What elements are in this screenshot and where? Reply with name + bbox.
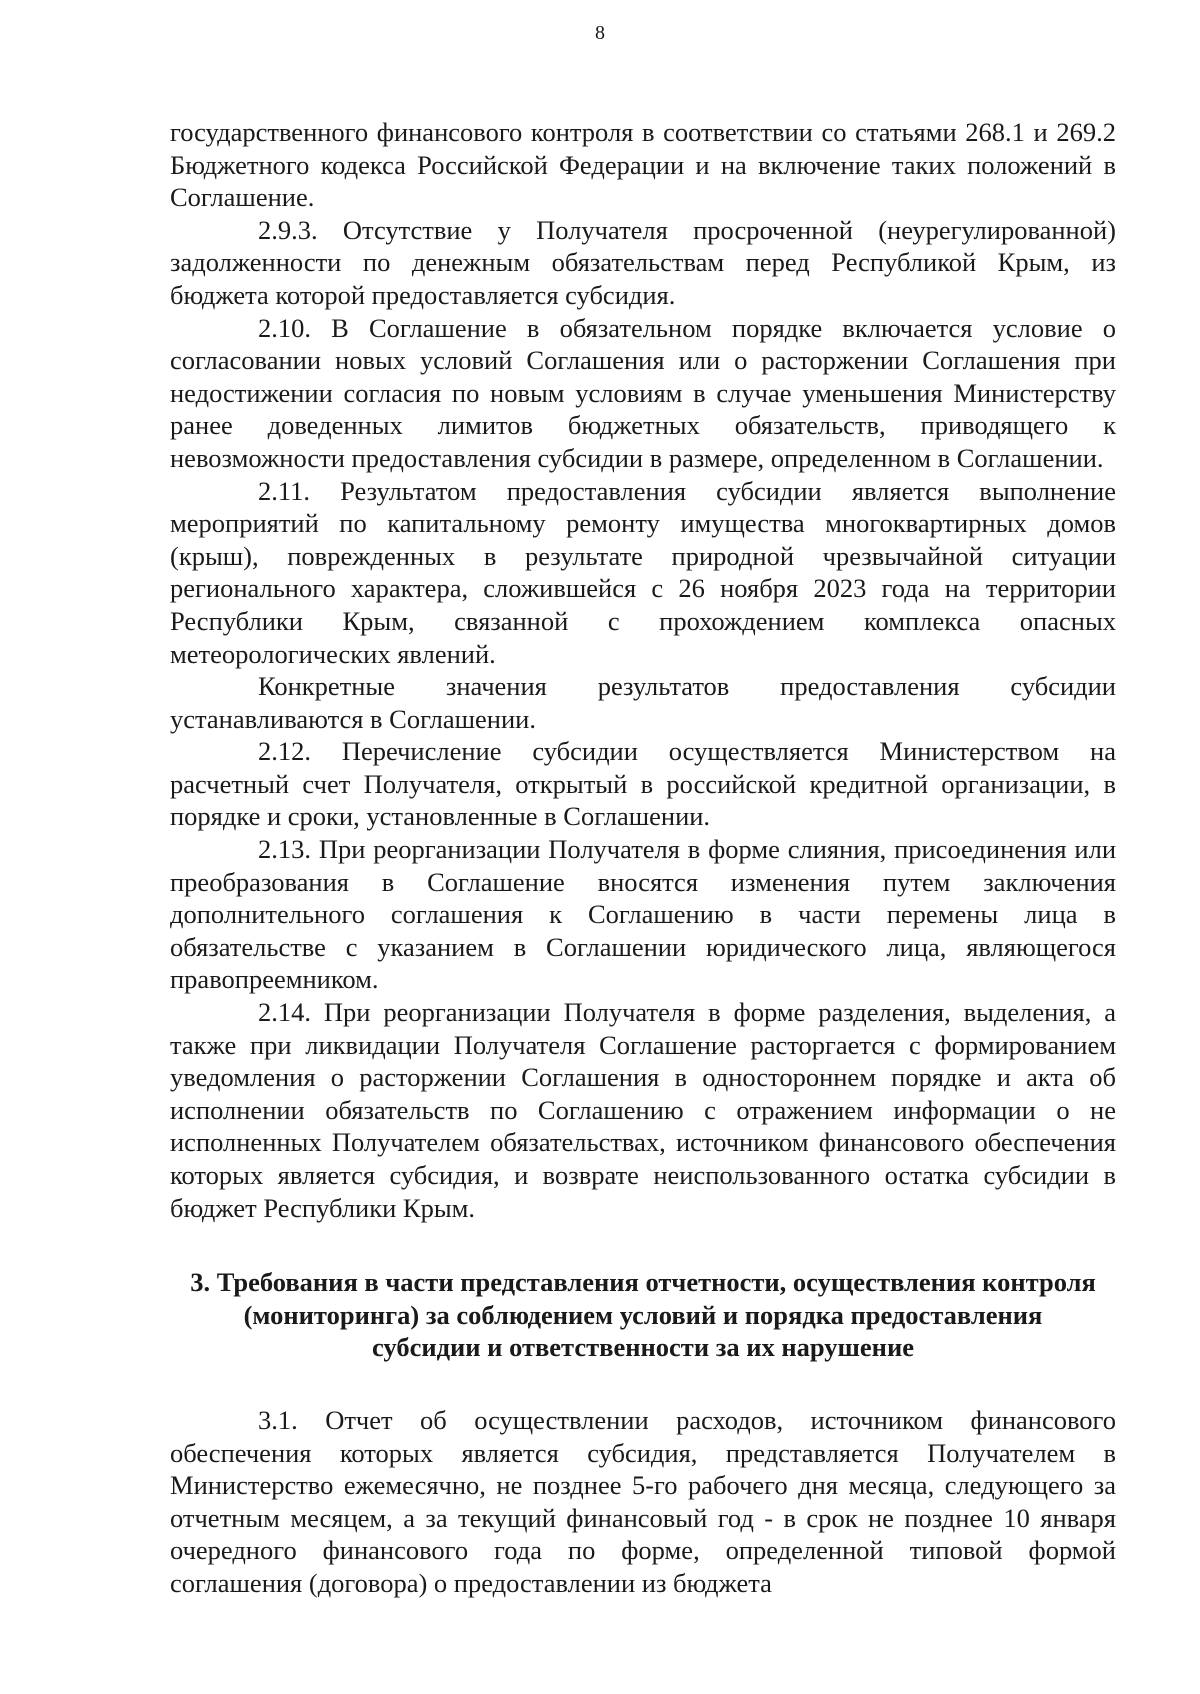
paragraph-3-1: 3.1. Отчет об осуществлении расходов, источником финансового обеспечения которых является субсидия, представляется Получателем в Министерство ежемесячно, не позднее 5-го рабочего дня месяца, следующего за отчетным месяцем, а за текущий финансовый год - в срок не позднее 10 января очередного финансового года по форме, определенной типовой формой соглашения (договора) о предоставлении из бюджета	[170, 1404, 1116, 1598]
paragraph-2-11: 2.11. Результатом предоставления субсидии является выполнение мероприятий по капитальному ремонту имущества многоквартирных домов (крыш), поврежденных в результате природной чрезвычайной ситуации регионального характера, сложившейся с 26 ноября 2023 года на территории Республики Крым, связанной с прохождением комплекса опасных метеорологических явлений.	[170, 475, 1116, 669]
paragraph-2-11-results: Конкретные значения результатов предоставления субсидии устанавливаются в Соглашении.	[170, 671, 1116, 734]
document-body	[170, 116, 1116, 1600]
paragraph-2-13: 2.13. При реорганизации Получателя в форме слияния, присоединения или преобразования в Соглашение вносятся изменения путем заключения дополнительного соглашения к Соглашению в части перемены лица в обязательстве с указанием в Соглашении юридического лица, являющегося правопреемником.	[170, 834, 1116, 995]
page-number: 8	[595, 22, 605, 44]
paragraph-2-9-3: 2.9.3. Отсутствие у Получателя просроченной (неурегулированной) задолженности по денежным обязательствам перед Республикой Крым, из бюджета которой предоставляется субсидия.	[170, 214, 1116, 310]
section-3-heading: 3. Требования в части представления отчетности, осуществления контроля (мониторинга) за соблюдением условий и порядка предоставления субсидии и ответственности за их нарушение	[190, 1267, 1096, 1363]
paragraph-2-14: 2.14. При реорганизации Получателя в форме разделения, выделения, а также при ликвидации Получателя Соглашение расторгается с формированием уведомления о расторжении Соглашения в одностороннем порядке и акта об исполнении обязательств по Соглашению с отражением информации о не исполненных Получателем обязательствах, источником финансового обеспечения которых является субсидия, и возврате неиспользованного остатка субсидии в бюджет Республики Крым.	[170, 997, 1116, 1223]
paragraph-2-10: 2.10. В Соглашение в обязательном порядке включается условие о согласовании новых условий Соглашения или о расторжении Соглашения при недостижении согласия по новым условиям в случае уменьшения Министерству ранее доведенных лимитов бюджетных обязательств, приводящего к невозможности предоставления субсидии в размере, определенном в Соглашении.	[170, 312, 1116, 473]
paragraph-2-12: 2.12. Перечисление субсидии осуществляется Министерством на расчетный счет Получателя, открытый в российской кредитной организации, в порядке и сроки, установленные в Соглашении.	[170, 736, 1116, 832]
paragraph-continuation: государственного финансового контроля в соответствии со статьями 268.1 и 269.2 Бюджетного кодекса Российской Федерации и на включение таких положений в Соглашение.	[170, 117, 1116, 213]
